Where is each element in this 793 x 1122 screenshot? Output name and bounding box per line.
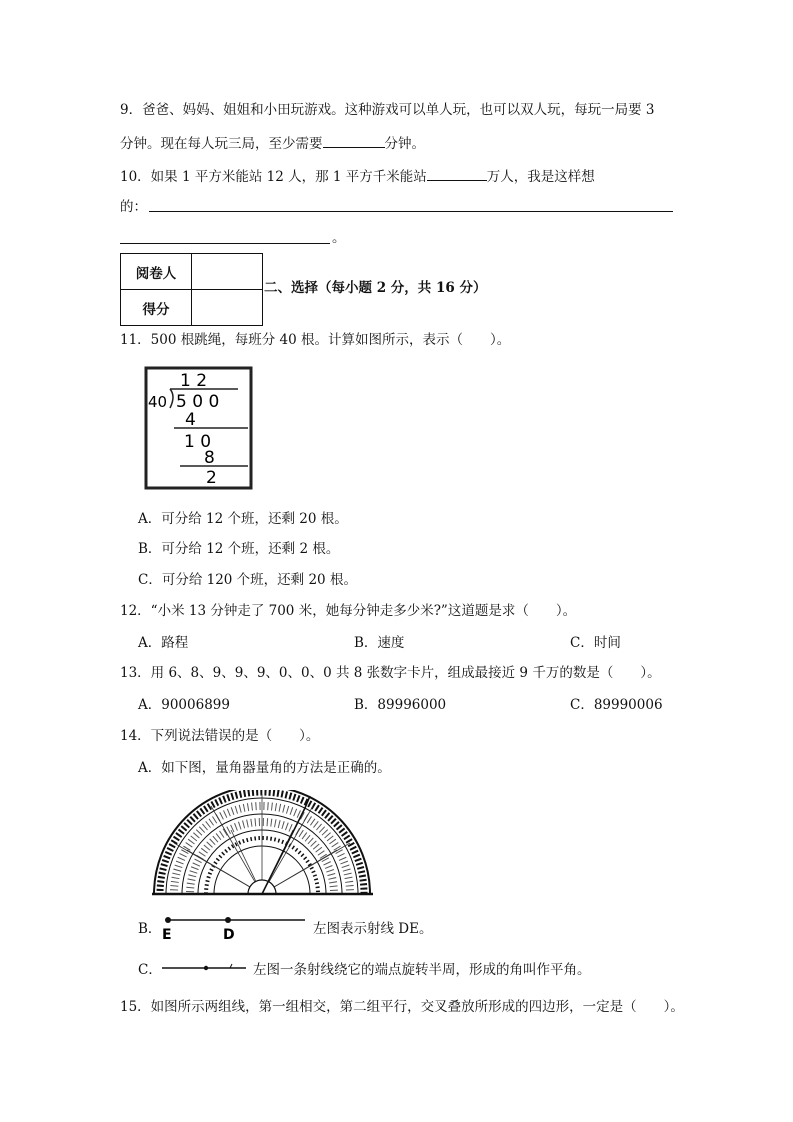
division-step2: 1 0 — [184, 432, 212, 452]
q10-line1-pre: 10．如果 1 平方米能站 12 人，那 1 平方千米能站 — [120, 169, 427, 185]
q9-line2-post: 分钟。 — [384, 136, 425, 152]
q13-option-a[interactable]: A．90006899 — [138, 697, 230, 713]
q12-option-b[interactable]: B．速度 — [354, 635, 405, 651]
q10-reason-blank-1[interactable] — [149, 211, 673, 212]
q9-line2 — [120, 133, 425, 153]
q13-text: 13．用 6、8、9、9、9、0、0、0 共 8 张数字卡片，组成最接近 9 千万的数是（ ）。 — [120, 665, 661, 681]
q14-option-a[interactable]: A．如下图，量角器量角的方法是正确的。 — [138, 760, 391, 776]
q10-line1-post: 万人，我是这样想 — [486, 169, 595, 185]
q10-line3-end: 。 — [332, 230, 346, 246]
straight-angle-vertex — [204, 966, 208, 970]
q10-answer-blank[interactable] — [427, 166, 487, 181]
q10-line2-pre: 的： — [120, 199, 147, 215]
q14-option-b-label[interactable]: B． — [138, 921, 162, 937]
q11-option-a[interactable]: A．可分给 12 个班，还剩 20 根。 — [138, 511, 348, 527]
q13-option-c[interactable]: C．89990006 — [570, 697, 663, 713]
q14-option-c-label[interactable]: C． — [138, 962, 162, 978]
ray-point-e — [165, 917, 171, 923]
ray-figure — [160, 912, 310, 942]
q12-text: 12．“小米 13 分钟走了 700 米，她每分钟走多少米?”这道题是求（ ）。 — [120, 603, 577, 619]
score-table — [120, 253, 263, 326]
q11-division-figure — [140, 362, 258, 492]
straight-angle-figure — [160, 960, 250, 976]
q13-option-b[interactable]: B．89996000 — [354, 697, 447, 713]
q12-option-c[interactable]: C．时间 — [570, 635, 621, 651]
q14-option-b-text: 左图表示射线 DE。 — [313, 921, 433, 937]
section2-title: 二、选择（每小题 2 分，共 16 分） — [264, 280, 487, 296]
ray-label-d: D — [223, 927, 235, 942]
q11-text: 11．500 根跳绳，每班分 40 根。计算如图所示，表示（ ）。 — [120, 332, 511, 348]
q10-line1 — [120, 166, 595, 186]
q9-line2-pre: 分钟。现在每人玩三局，至少需要 — [120, 136, 323, 152]
score-label: 得分 — [121, 290, 192, 326]
reviewer-cell[interactable] — [192, 254, 263, 290]
q11-option-c[interactable]: C．可分给 120 个班，还剩 20 根。 — [138, 572, 357, 588]
q9-line1: 9．爸爸、妈妈、姐姐和小田玩游戏。这种游戏可以单人玩，也可以双人玩，每玩一局要 3 — [120, 102, 655, 118]
ray-label-e: E — [162, 927, 172, 942]
ray-point-d — [225, 917, 231, 923]
division-divisor: 40 — [148, 393, 168, 411]
reviewer-label: 阅卷人 — [121, 254, 192, 290]
q14-option-c-text: 左图一条射线绕它的端点旋转半周，形成的角叫作平角。 — [253, 962, 591, 978]
division-step3: 8 — [204, 448, 215, 468]
q9-answer-blank[interactable] — [323, 133, 385, 148]
q12-option-a[interactable]: A．路程 — [138, 635, 189, 651]
score-cell[interactable] — [192, 290, 263, 326]
q14-text: 14．下列说法错误的是（ ）。 — [120, 728, 320, 744]
q10-reason-blank-2[interactable] — [120, 243, 330, 244]
q15-text: 15．如图所示两组线，第一组相交，第二组平行，交叉叠放所形成的四边形，一定是（ ）。 — [120, 999, 684, 1015]
division-step1: 4 — [185, 410, 196, 430]
division-bracket — [170, 389, 173, 408]
division-dividend: 5 0 0 — [176, 392, 220, 412]
protractor-figure — [150, 790, 375, 898]
q11-option-b[interactable]: B．可分给 12 个班，还剩 2 根。 — [138, 541, 340, 557]
division-quotient: 1 2 — [180, 371, 208, 391]
division-remainder: 2 — [206, 468, 217, 488]
